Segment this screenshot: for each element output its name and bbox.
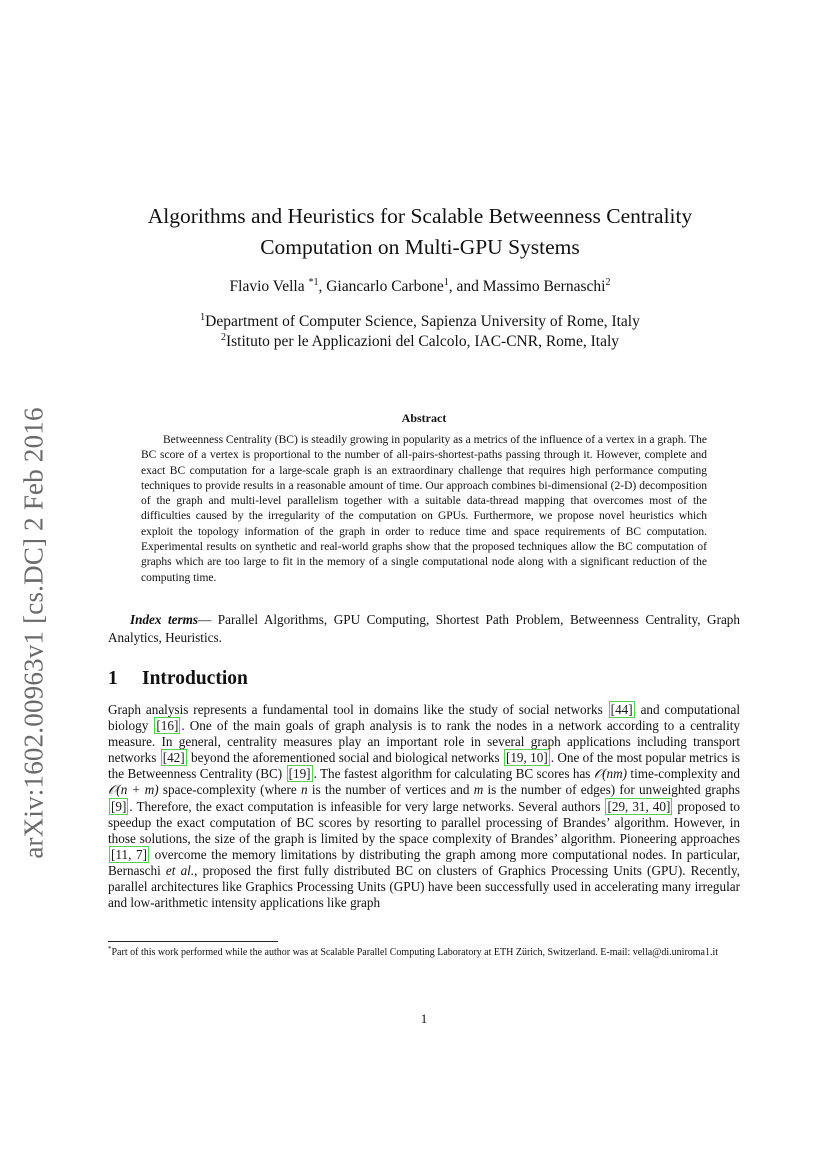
arxiv-identifier-text: arXiv:1602.00963v1 [cs.DC] 2 Feb 2016 <box>18 407 49 859</box>
footnote-text: Part of this work performed while the author was at Scalable Parallel Computing Laboratory at ETH Zürich, Switzerland. E-mail: vella@di.uniroma1.it <box>111 947 719 958</box>
citation-link[interactable]: [9] <box>111 798 127 814</box>
citation-link[interactable]: [42] <box>162 750 185 766</box>
intro-text: space-complexity (where <box>158 782 302 798</box>
intro-text: . One of the most popular metrics is the Betweenness Centrality (BC) <box>108 750 740 782</box>
intro-text: is the number of edges) for unweighted graphs <box>483 782 740 798</box>
affiliation-2-text: Istituto per le Applicazioni del Calcolo, IAC-CNR, Rome, Italy <box>225 333 620 350</box>
author-2-mark: 1 <box>443 277 449 288</box>
footnote-mark: * <box>108 945 112 953</box>
footnote-rule <box>108 941 278 942</box>
intro-text: time-complexity and <box>627 766 740 782</box>
affiliation-1-text: Department of Computer Science, Sapienza University of Rome, Italy <box>205 313 640 330</box>
abstract-text: Betweenness Centrality (BC) is steadily growing in popularity as a metrics of the influence of a vertex in a graph. The BC score of a vertex is proportional to the number of all-pairs-shortest-paths passing through it. However, complete and exact BC computation for a large-scale graph is an extraordinary challenge that requires high performance computing techniques to provide results in a reasonable amount of time. Our approach combines bi-dimensional (2-D) decomposition of the graph and multi-level parallelism together with a suitable data-thread mapping that overcomes most of the difficulties caused by the irregularity of the computation on GPUs. Furthermore, we propose novel heuristics which exploit the topology information of the graph in order to reduce time and space requirements of BC computation. Experimental results on synthetic and real-world graphs show that the proposed techniques allow the BC computation of graphs which are too large to fit in the memory of a single computational node along with a significant reduction of the computing time. <box>141 434 707 584</box>
intro-text: . Therefore, the exact computation is infeasible for very large networks. Several authors <box>129 798 605 814</box>
abstract-heading: Abstract <box>401 411 447 425</box>
intro-text: beyond the aforementioned social and biological networks <box>187 750 503 766</box>
arxiv-identifier <box>14 368 54 898</box>
intro-text: and computational biology <box>108 702 740 734</box>
affiliation-2-mark: 2 <box>220 332 226 343</box>
intro-text: is the number of vertices and <box>307 782 474 798</box>
intro-text: . One of the main goals of graph analysis is to rank the nodes in a network according to a centrality measure. In general, centrality measures play an important role in several graph applications including transport networks <box>108 718 741 766</box>
intro-text: Graph analysis represents a fundamental tool in domains like the study of social networks <box>108 702 608 717</box>
footnote <box>108 946 740 960</box>
affiliation-1-mark: 1 <box>200 312 206 323</box>
section-heading <box>108 668 248 690</box>
emphasis-text: et al. <box>165 862 195 878</box>
affiliations <box>100 312 740 352</box>
author-1-mark: *1 <box>308 277 319 288</box>
affiliation-1 <box>100 312 740 332</box>
math-variable: n <box>301 782 308 798</box>
intro-text: proposed to speedup the exact computation of BC scores by resorting to parallel processing of Brandes’ algorithm. However, in those solutions, the size of the graph is limited by the space complexity of Brandes’ algorithm. Pioneering approaches <box>108 798 740 846</box>
math-expression: 𝒪(n + m) <box>108 782 159 798</box>
index-terms-label: Index terms <box>130 612 199 627</box>
section-title: Introduction <box>142 668 248 689</box>
math-expression: 𝒪(nm) <box>593 766 628 782</box>
intro-text: overcome the memory limitations by distributing the graph among more computational nodes. In particular, Bernaschi <box>108 846 741 878</box>
section-number: 1 <box>108 668 118 689</box>
affiliation-2 <box>100 332 740 352</box>
citation-link[interactable]: [19, 10] <box>505 750 548 766</box>
page-number: 1 <box>420 1011 428 1026</box>
citation-link[interactable]: [16] <box>156 718 179 734</box>
author-3-mark: 2 <box>605 277 611 288</box>
citation-link[interactable]: [44] <box>610 702 633 717</box>
title-line-1: Algorithms and Heuristics for Scalable Betweenness Centrality <box>147 204 693 228</box>
title-line-2: Computation on Multi-GPU Systems <box>260 235 580 259</box>
index-terms-text: Parallel Algorithms, GPU Computing, Shortest Path Problem, Betweenness Centrality, Graph Analytics, Heuristics. <box>108 612 740 645</box>
author-list <box>100 278 740 296</box>
author-3: , and Massimo Bernaschi <box>448 278 606 295</box>
index-terms-dash: — <box>198 612 218 627</box>
math-variable: m <box>473 782 484 798</box>
abstract <box>141 433 707 586</box>
author-2: , Giancarlo Carbone <box>318 278 444 295</box>
index-terms <box>108 611 740 647</box>
citation-link[interactable]: [19] <box>288 766 311 782</box>
citation-link[interactable]: [29, 31, 40] <box>607 798 671 814</box>
introduction-paragraph <box>108 702 740 911</box>
intro-text: . The fastest algorithm for calculating BC scores has <box>313 766 594 782</box>
author-1: Flavio Vella <box>229 278 309 295</box>
citation-link[interactable]: [11, 7] <box>111 846 147 862</box>
introduction-body <box>108 702 740 911</box>
paper-title <box>100 201 740 263</box>
intro-text: , proposed the first fully distributed BC on clusters of Graphics Processing Units (GPU). Recently, parallel architectures like Graphics Processing Units (GPU) have been successfully used in accelerating many irregular and low-arithmetic intensity applications like graph <box>108 862 740 911</box>
